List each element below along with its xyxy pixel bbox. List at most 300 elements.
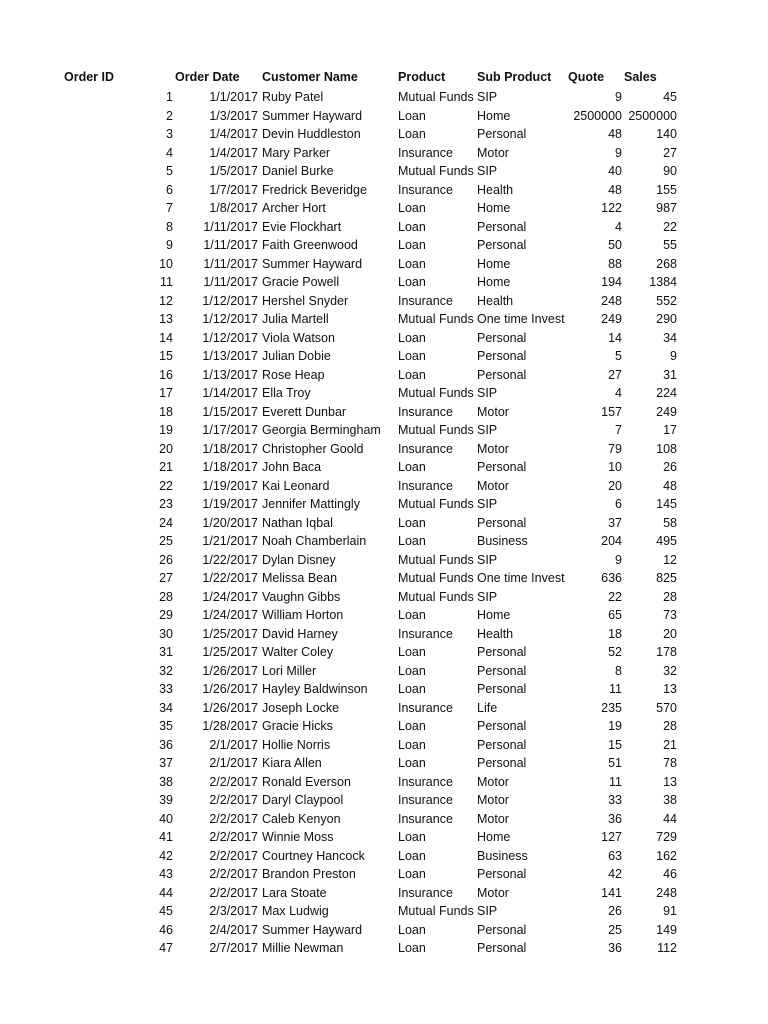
customer-name-cell: Melissa Bean	[262, 571, 338, 585]
sales-cell: 178	[656, 645, 677, 659]
product-cell: Loan	[398, 201, 426, 215]
quote-cell: 63	[608, 848, 622, 863]
sales-cell: 90	[663, 164, 677, 178]
quote-cell: 20	[608, 478, 622, 493]
table-row	[0, 199, 768, 218]
order-date-cell: 1/26/2017	[202, 682, 258, 696]
sales-cell: 45	[663, 90, 677, 104]
header-quote: Quote	[568, 70, 605, 84]
product-cell: Mutual Funds	[398, 164, 474, 178]
customer-name-cell: Gracie Hicks	[262, 719, 333, 733]
sub-product-cell: Personal	[477, 922, 527, 937]
sub-product-cell: SIP	[477, 90, 498, 104]
quote-cell: 40	[608, 164, 622, 178]
table-row	[0, 662, 768, 681]
customer-name-cell: David Harney	[262, 626, 338, 641]
product-cell: Loan	[398, 460, 426, 474]
product-cell: Loan	[398, 534, 426, 548]
table-row	[0, 551, 768, 570]
quote-cell: 48	[608, 182, 622, 197]
customer-name-cell: Faith Greenwood	[262, 238, 358, 252]
sales-cell: 290	[656, 312, 677, 326]
customer-name-cell: Ella Troy	[262, 386, 311, 400]
order-id-cell: 6	[166, 182, 173, 197]
product-cell: Mutual Funds	[398, 90, 474, 104]
customer-name-cell: Summer Hayward	[262, 922, 363, 937]
order-id-cell: 40	[159, 811, 173, 826]
order-date-cell: 1/21/2017	[202, 534, 258, 548]
table-row	[0, 255, 768, 274]
sales-cell: 224	[656, 386, 677, 400]
sub-product-cell: Life	[477, 700, 498, 715]
sub-product-cell: Home	[477, 275, 511, 289]
order-id-cell: 37	[159, 756, 173, 770]
order-date-cell: 1/17/2017	[202, 423, 258, 437]
order-date-cell: 1/7/2017	[209, 182, 258, 197]
sales-cell: 26	[663, 460, 677, 474]
header-product: Product	[398, 70, 446, 84]
quote-cell: 249	[601, 312, 622, 326]
product-cell: Mutual Funds	[398, 904, 474, 918]
customer-name-cell: Max Ludwig	[262, 904, 329, 918]
quote-cell: 88	[608, 256, 622, 271]
quote-cell: 36	[608, 811, 622, 826]
table-row	[0, 421, 768, 440]
sales-cell: 21	[663, 737, 677, 752]
sub-product-cell: Home	[477, 830, 511, 844]
order-id-cell: 33	[159, 682, 173, 696]
order-date-cell: 1/11/2017	[203, 256, 258, 271]
order-id-cell: 3	[166, 127, 173, 141]
order-date-cell: 1/26/2017	[202, 700, 258, 715]
product-cell: Mutual Funds	[398, 423, 474, 437]
sub-product-cell: Motor	[477, 885, 509, 900]
sales-cell: 108	[656, 441, 677, 456]
product-cell: Loan	[398, 515, 426, 530]
product-cell: Mutual Funds	[398, 589, 474, 604]
customer-name-cell: Ronald Everson	[262, 774, 351, 789]
table-row	[0, 773, 768, 792]
table-row	[0, 791, 768, 810]
sub-product-cell: Personal	[477, 867, 527, 881]
header-order-date: Order Date	[175, 70, 240, 84]
sub-product-cell: Personal	[477, 941, 527, 955]
order-id-cell: 27	[159, 571, 173, 585]
quote-cell: 122	[601, 201, 622, 215]
sub-product-cell: Business	[477, 534, 528, 548]
sub-product-cell: Personal	[477, 238, 527, 252]
sub-product-cell: Motor	[477, 793, 509, 807]
sub-product-cell: Personal	[477, 682, 527, 696]
customer-name-cell: Brandon Preston	[262, 867, 356, 881]
sub-product-cell: Personal	[477, 645, 527, 659]
product-cell: Insurance	[398, 626, 453, 641]
order-id-cell: 24	[159, 515, 173, 530]
table-row	[0, 588, 768, 607]
customer-name-cell: Courtney Hancock	[262, 848, 365, 863]
order-id-cell: 30	[159, 626, 173, 641]
table-row	[0, 921, 768, 940]
customer-name-cell: Evie Flockhart	[262, 219, 342, 234]
sub-product-cell: One time Invest	[477, 571, 565, 585]
order-date-cell: 1/12/2017	[202, 293, 258, 308]
sales-cell: 987	[656, 201, 677, 215]
sub-product-cell: Personal	[477, 663, 527, 678]
table-row	[0, 865, 768, 884]
quote-cell: 22	[608, 589, 622, 604]
table-row	[0, 329, 768, 348]
order-id-cell: 1	[166, 90, 173, 104]
quote-cell: 14	[608, 330, 622, 345]
product-cell: Loan	[398, 756, 426, 770]
customer-name-cell: Rose Heap	[262, 367, 325, 382]
product-cell: Loan	[398, 922, 426, 937]
product-cell: Loan	[398, 682, 426, 696]
order-date-cell: 1/11/2017	[203, 238, 258, 252]
order-date-cell: 1/18/2017	[202, 441, 258, 456]
order-date-cell: 2/2/2017	[209, 774, 258, 789]
product-cell: Loan	[398, 830, 426, 844]
customer-name-cell: Millie Newman	[262, 941, 344, 955]
sub-product-cell: Home	[477, 256, 511, 271]
sales-cell: 28	[663, 589, 677, 604]
sub-product-cell: Health	[477, 293, 514, 308]
order-id-cell: 18	[159, 404, 173, 419]
product-cell: Loan	[398, 737, 426, 752]
product-cell: Insurance	[398, 811, 453, 826]
order-date-cell: 1/26/2017	[202, 663, 258, 678]
customer-name-cell: Kai Leonard	[262, 478, 330, 493]
order-date-cell: 1/4/2017	[209, 145, 258, 160]
sales-cell: 729	[656, 830, 677, 844]
order-id-cell: 43	[159, 867, 173, 881]
product-cell: Loan	[398, 238, 426, 252]
sub-product-cell: Personal	[477, 349, 527, 363]
order-id-cell: 9	[166, 238, 173, 252]
product-cell: Loan	[398, 941, 426, 955]
customer-name-cell: Noah Chamberlain	[262, 534, 367, 548]
quote-cell: 9	[615, 90, 622, 104]
quote-cell: 26	[608, 904, 622, 918]
sales-cell: 13	[663, 774, 677, 789]
table-row	[0, 699, 768, 718]
sales-cell: 73	[663, 608, 677, 622]
order-id-cell: 14	[159, 330, 173, 345]
table-row	[0, 292, 768, 311]
sales-cell: 495	[656, 534, 677, 548]
quote-cell: 11	[609, 682, 622, 696]
quote-cell: 18	[608, 626, 622, 641]
quote-cell: 48	[608, 127, 622, 141]
quote-cell: 36	[608, 941, 622, 955]
quote-cell: 10	[608, 460, 622, 474]
order-date-cell: 1/13/2017	[202, 349, 258, 363]
sales-cell: 162	[656, 848, 677, 863]
order-date-cell: 2/2/2017	[209, 848, 258, 863]
order-id-cell: 16	[159, 367, 173, 382]
customer-name-cell: Georgia Bermingham	[262, 423, 381, 437]
table-row	[0, 569, 768, 588]
order-date-cell: 1/4/2017	[209, 127, 258, 141]
table-row	[0, 810, 768, 829]
quote-cell: 636	[601, 571, 622, 585]
order-id-cell: 34	[159, 700, 173, 715]
sub-product-cell: Personal	[477, 719, 527, 733]
order-id-cell: 35	[159, 719, 173, 733]
order-date-cell: 2/7/2017	[209, 941, 258, 955]
header-sub-product: Sub Product	[477, 70, 552, 84]
order-id-cell: 25	[159, 534, 173, 548]
product-cell: Insurance	[398, 441, 453, 456]
order-date-cell: 1/22/2017	[202, 571, 258, 585]
table-row	[0, 162, 768, 181]
product-cell: Loan	[398, 719, 426, 733]
customer-name-cell: Everett Dunbar	[262, 404, 347, 419]
sales-cell: 32	[663, 663, 677, 678]
order-date-cell: 1/15/2017	[202, 404, 258, 419]
product-cell: Loan	[398, 645, 426, 659]
customer-name-cell: Kiara Allen	[262, 756, 322, 770]
quote-cell: 2500000	[573, 108, 622, 123]
quote-cell: 15	[608, 737, 622, 752]
table-row	[0, 88, 768, 107]
order-id-cell: 38	[159, 774, 173, 789]
table-row	[0, 218, 768, 237]
sub-product-cell: Personal	[477, 127, 527, 141]
order-id-cell: 8	[166, 219, 173, 234]
order-id-cell: 32	[159, 663, 173, 678]
product-cell: Mutual Funds	[398, 571, 474, 585]
table-row	[0, 273, 768, 292]
product-cell: Loan	[398, 608, 426, 622]
order-date-cell: 2/2/2017	[209, 867, 258, 881]
quote-cell: 4	[615, 219, 622, 234]
quote-cell: 51	[608, 756, 622, 770]
order-id-cell: 28	[159, 589, 173, 604]
order-date-cell: 2/2/2017	[209, 830, 258, 844]
product-cell: Loan	[398, 275, 426, 289]
product-cell: Loan	[398, 867, 426, 881]
order-date-cell: 1/18/2017	[202, 460, 258, 474]
customer-name-cell: Ruby Patel	[262, 90, 324, 104]
sales-cell: 55	[663, 238, 677, 252]
product-cell: Loan	[398, 848, 426, 863]
product-cell: Loan	[398, 219, 426, 234]
order-date-cell: 1/24/2017	[202, 608, 258, 622]
order-date-cell: 2/2/2017	[209, 811, 258, 826]
table-row	[0, 847, 768, 866]
sales-cell: 46	[663, 867, 677, 881]
product-cell: Loan	[398, 256, 426, 271]
order-id-cell: 39	[159, 793, 173, 807]
table-row	[0, 236, 768, 255]
sales-cell: 13	[663, 682, 677, 696]
product-cell: Insurance	[398, 793, 453, 807]
customer-name-cell: Devin Huddleston	[262, 127, 361, 141]
sales-cell: 145	[656, 497, 677, 511]
order-date-cell: 2/1/2017	[209, 737, 258, 752]
order-date-cell: 1/11/2017	[203, 219, 258, 234]
order-id-cell: 5	[166, 164, 173, 178]
sub-product-cell: Motor	[477, 811, 509, 826]
customer-name-cell: Caleb Kenyon	[262, 811, 341, 826]
customer-name-cell: Hollie Norris	[262, 737, 331, 752]
sub-product-cell: Personal	[477, 460, 527, 474]
sub-product-cell: SIP	[477, 423, 498, 437]
sales-cell: 552	[656, 293, 677, 308]
order-id-cell: 45	[159, 904, 173, 918]
quote-cell: 6	[615, 497, 622, 511]
table-row	[0, 366, 768, 385]
sub-product-cell: Personal	[477, 737, 527, 752]
customer-name-cell: Archer Hort	[262, 201, 326, 215]
order-id-cell: 21	[159, 460, 173, 474]
customer-name-cell: Joseph Locke	[262, 700, 340, 715]
product-cell: Mutual Funds	[398, 386, 474, 400]
customer-name-cell: Jennifer Mattingly	[262, 497, 360, 511]
quote-cell: 37	[608, 515, 622, 530]
table-row	[0, 107, 768, 126]
order-date-cell: 1/14/2017	[202, 386, 258, 400]
order-date-cell: 1/12/2017	[202, 312, 258, 326]
table-row	[0, 625, 768, 644]
sales-cell: 22	[663, 219, 677, 234]
sub-product-cell: Motor	[477, 404, 509, 419]
sub-product-cell: Motor	[477, 441, 509, 456]
quote-cell: 5	[615, 349, 622, 363]
quote-cell: 4	[615, 386, 622, 400]
customer-name-cell: Summer Hayward	[262, 108, 363, 123]
order-id-cell: 47	[159, 941, 173, 955]
table-row	[0, 532, 768, 551]
product-cell: Insurance	[398, 293, 453, 308]
customer-name-cell: Vaughn Gibbs	[262, 589, 341, 604]
sub-product-cell: Motor	[477, 145, 509, 160]
customer-name-cell: Summer Hayward	[262, 256, 363, 271]
quote-cell: 50	[608, 238, 622, 252]
order-id-cell: 19	[159, 423, 173, 437]
sub-product-cell: Personal	[477, 515, 527, 530]
sales-cell: 248	[656, 885, 677, 900]
table-row	[0, 440, 768, 459]
table-row	[0, 884, 768, 903]
quote-cell: 7	[615, 423, 622, 437]
quote-cell: 141	[601, 885, 622, 900]
order-id-cell: 36	[159, 737, 173, 752]
table-row	[0, 680, 768, 699]
table-row	[0, 643, 768, 662]
sub-product-cell: Personal	[477, 219, 527, 234]
order-date-cell: 1/19/2017	[202, 497, 258, 511]
customer-name-cell: Winnie Moss	[262, 830, 334, 844]
sub-product-cell: SIP	[477, 589, 498, 604]
quote-cell: 42	[608, 867, 622, 881]
header-sales: Sales	[624, 70, 657, 84]
order-date-cell: 2/2/2017	[209, 885, 258, 900]
order-date-cell: 1/3/2017	[209, 108, 258, 123]
sub-product-cell: SIP	[477, 904, 498, 918]
order-date-cell: 2/2/2017	[209, 793, 258, 807]
sales-cell: 12	[663, 552, 677, 567]
product-cell: Loan	[398, 330, 426, 345]
sales-cell: 44	[663, 811, 677, 826]
quote-cell: 65	[608, 608, 622, 622]
customer-name-cell: Fredrick Beveridge	[262, 182, 367, 197]
sub-product-cell: One time Invest	[477, 312, 565, 326]
product-cell: Loan	[398, 108, 426, 123]
order-date-cell: 1/25/2017	[202, 626, 258, 641]
customer-name-cell: Julian Dobie	[262, 349, 331, 363]
sub-product-cell: SIP	[477, 164, 498, 178]
order-id-cell: 11	[160, 275, 173, 289]
customer-name-cell: Dylan Disney	[262, 552, 336, 567]
customer-name-cell: Daryl Claypool	[262, 793, 344, 807]
quote-cell: 194	[601, 275, 622, 289]
sales-cell: 268	[656, 256, 677, 271]
sub-product-cell: Personal	[477, 756, 527, 770]
order-date-cell: 1/19/2017	[202, 478, 258, 493]
sales-cell: 78	[663, 756, 677, 770]
product-cell: Mutual Funds	[398, 497, 474, 511]
order-date-cell: 1/12/2017	[202, 330, 258, 345]
table-row	[0, 606, 768, 625]
header-customer-name: Customer Name	[262, 70, 358, 84]
sub-product-cell: Motor	[477, 774, 509, 789]
customer-name-cell: William Horton	[262, 608, 344, 622]
order-id-cell: 31	[159, 645, 173, 659]
order-date-cell: 1/22/2017	[202, 552, 258, 567]
customer-name-cell: Hayley Baldwinson	[262, 682, 368, 696]
quote-cell: 127	[601, 830, 622, 844]
sub-product-cell: Home	[477, 201, 511, 215]
sales-cell: 58	[663, 515, 677, 530]
sales-cell: 155	[656, 182, 677, 197]
order-id-cell: 4	[166, 145, 173, 160]
quote-cell: 33	[608, 793, 622, 807]
sales-cell: 28	[663, 719, 677, 733]
order-id-cell: 46	[159, 922, 173, 937]
sales-cell: 149	[656, 922, 677, 937]
sub-product-cell: Personal	[477, 367, 527, 382]
order-date-cell: 1/28/2017	[202, 719, 258, 733]
customer-name-cell: John Baca	[262, 460, 322, 474]
product-cell: Loan	[398, 127, 426, 141]
product-cell: Insurance	[398, 700, 453, 715]
order-date-cell: 1/13/2017	[202, 367, 258, 382]
sales-cell: 20	[663, 626, 677, 641]
product-cell: Insurance	[398, 182, 453, 197]
order-date-cell: 1/25/2017	[202, 645, 258, 659]
table-row	[0, 384, 768, 403]
sales-cell: 570	[656, 700, 677, 715]
customer-name-cell: Lori Miller	[262, 663, 317, 678]
sub-product-cell: Health	[477, 626, 514, 641]
product-cell: Mutual Funds	[398, 552, 474, 567]
order-id-cell: 44	[159, 885, 173, 900]
order-date-cell: 1/8/2017	[209, 201, 258, 215]
customer-name-cell: Viola Watson	[262, 330, 335, 345]
sub-product-cell: SIP	[477, 497, 498, 511]
sales-cell: 140	[656, 127, 677, 141]
sales-cell: 91	[663, 904, 677, 918]
product-cell: Insurance	[398, 885, 453, 900]
sub-product-cell: Health	[477, 182, 514, 197]
table-row	[0, 736, 768, 755]
order-id-cell: 10	[159, 256, 173, 271]
sales-cell: 249	[656, 404, 677, 419]
customer-name-cell: Lara Stoate	[262, 885, 327, 900]
quote-cell: 9	[615, 552, 622, 567]
